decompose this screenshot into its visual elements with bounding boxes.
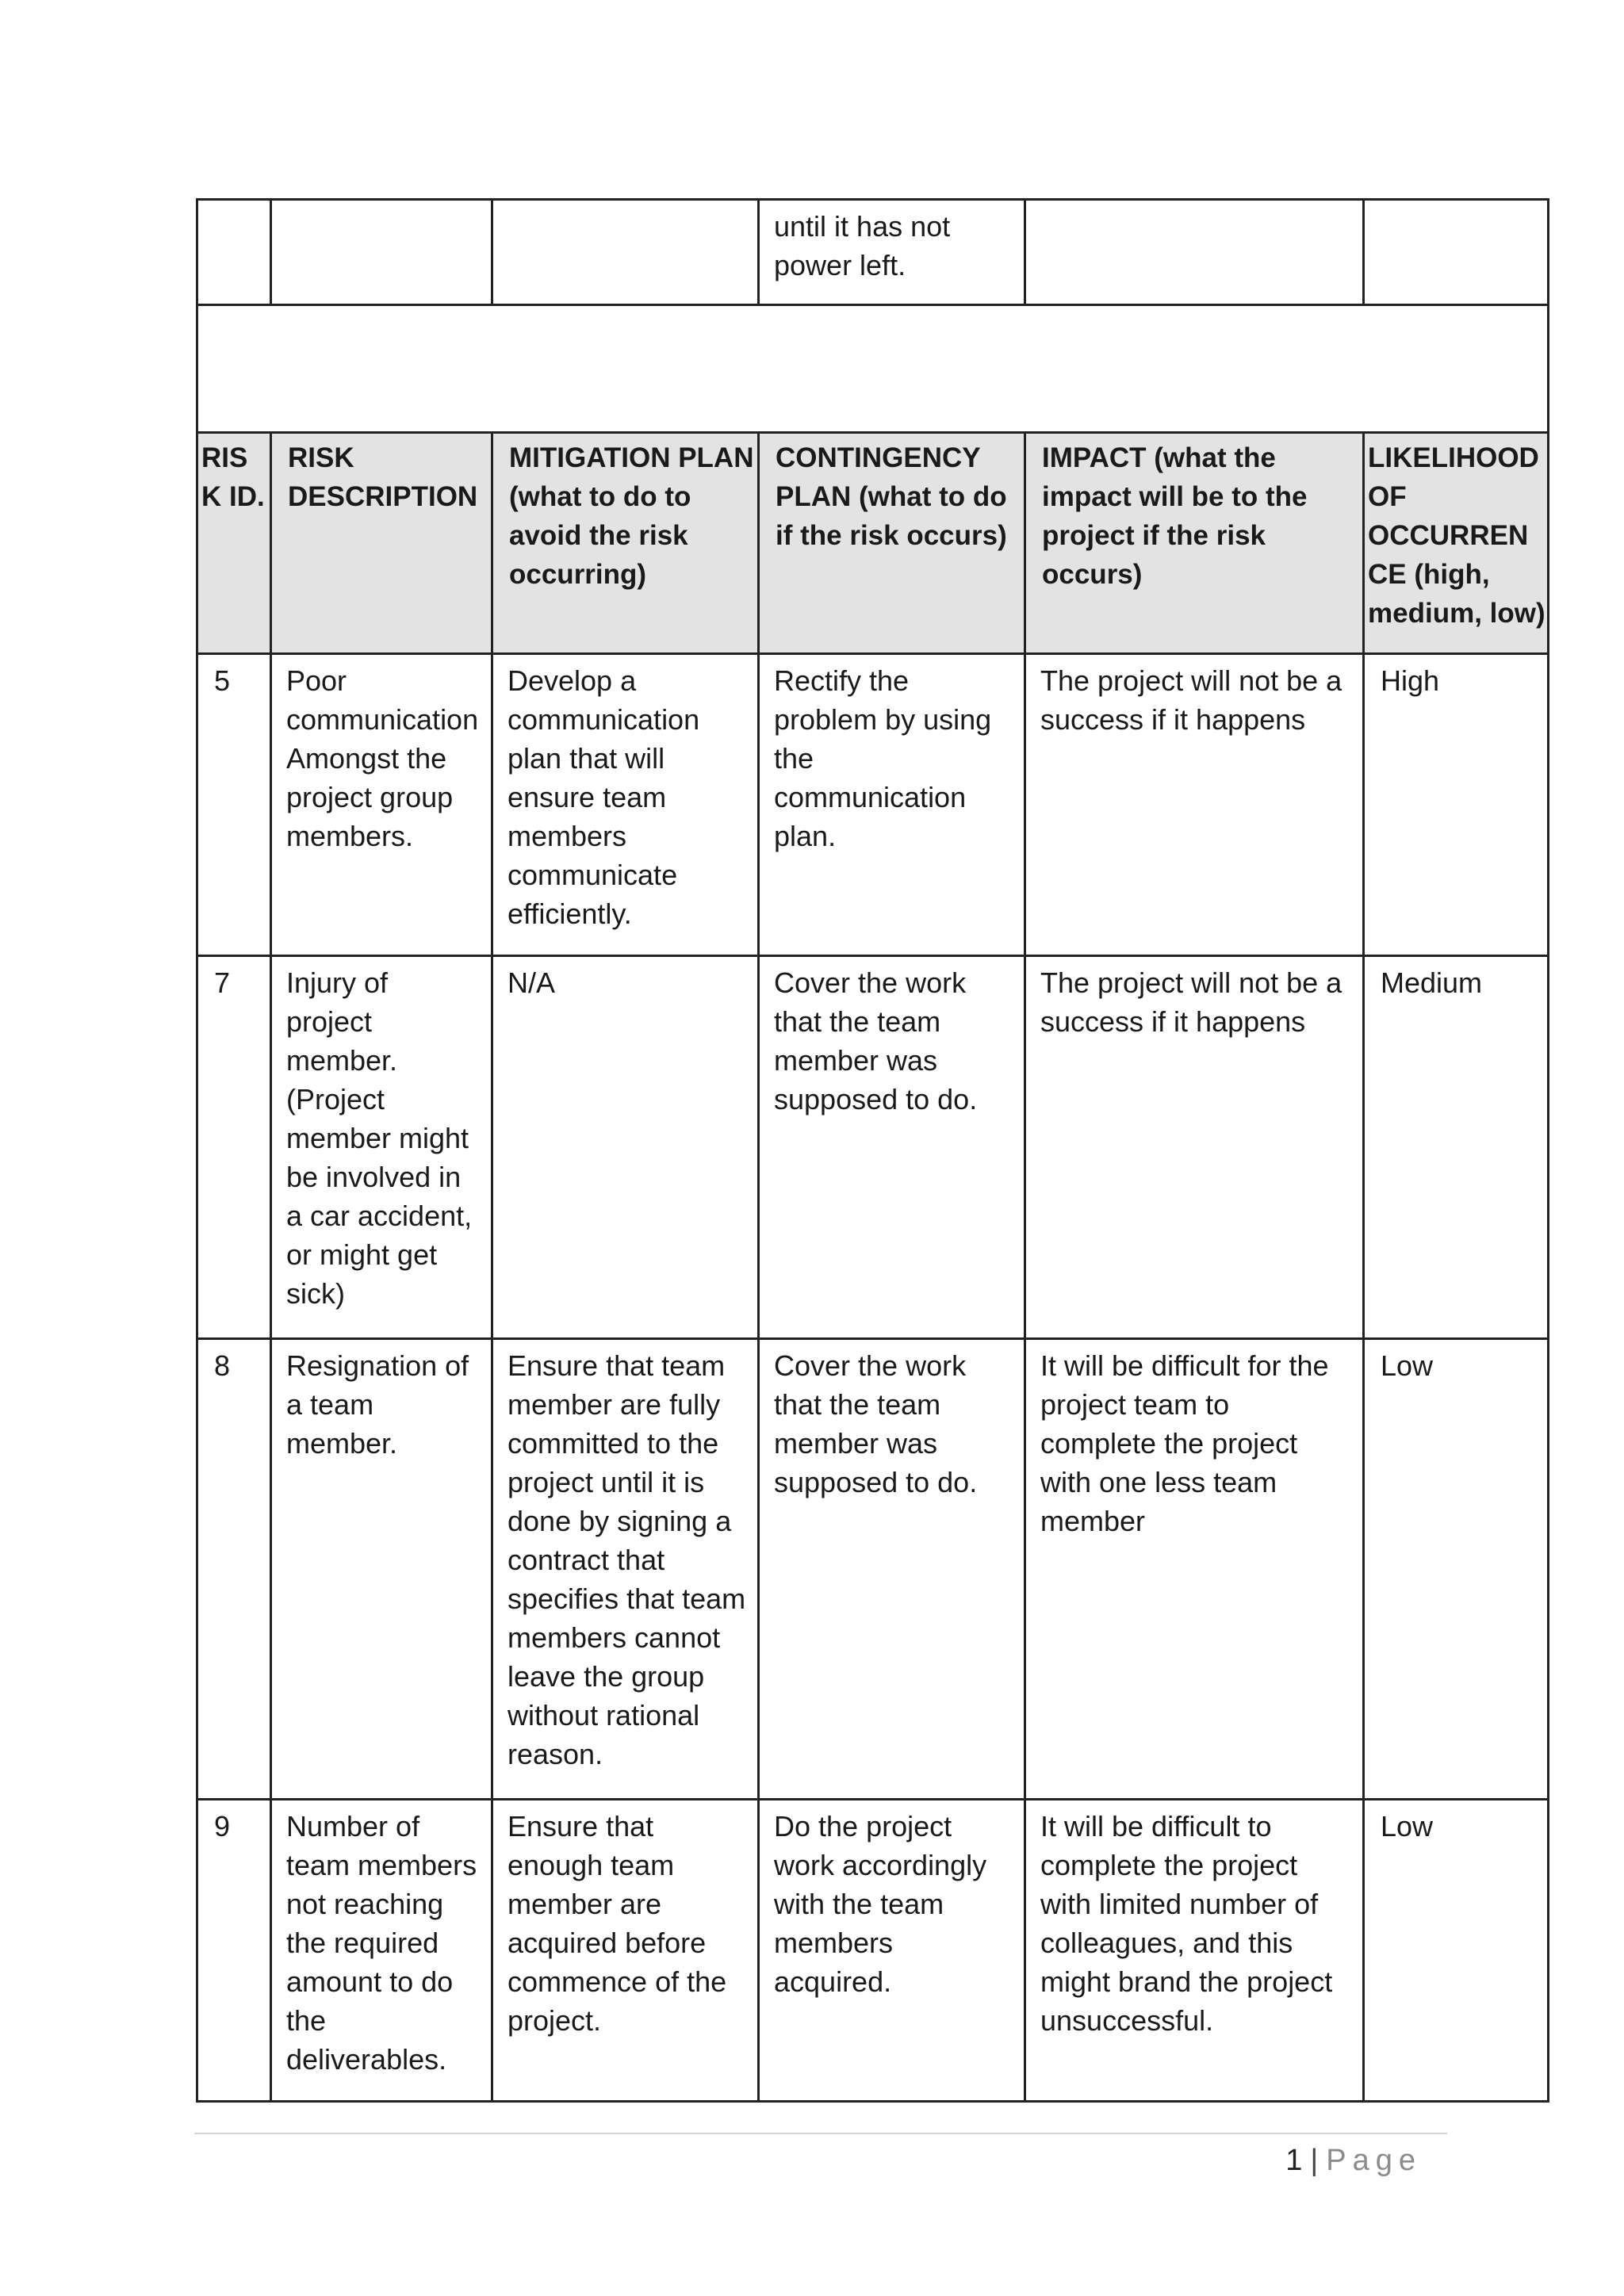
contingency-cell: Rectify the problem by using the communication plan. xyxy=(759,654,1025,956)
likelihood-cell: High xyxy=(1364,654,1549,956)
mitigation-cell: Develop a communication plan that will ensure team members communicate efficiently. xyxy=(492,654,759,956)
likelihood-cell: Low xyxy=(1364,1800,1549,2102)
impact-cell: The project will not be a success if it happens xyxy=(1025,956,1364,1339)
spacer-row xyxy=(197,305,1549,433)
mitigation-cell: N/A xyxy=(492,956,759,1339)
table-row xyxy=(197,956,1549,1339)
impact-cell: It will be difficult for the project team to complete the project with one less team member xyxy=(1025,1339,1364,1800)
table-row xyxy=(197,654,1549,956)
header-likelihood: LIKELIHOOD OF OCCURRENCE (high, medium, low) xyxy=(1364,433,1549,654)
mitigation-cell: Ensure that team member are fully committed to the project until it is done by signing a contract that specifies that team members cannot leave the group without rational reason. xyxy=(492,1339,759,1800)
contingency-cell: Do the project work accordingly with the team members acquired. xyxy=(759,1800,1025,2102)
continuation-id-cell xyxy=(197,200,271,305)
page-separator: | xyxy=(1310,2144,1319,2177)
mitigation-cell: Ensure that enough team member are acquired before commence of the project. xyxy=(492,1800,759,2102)
header-risk-id: RISK ID. xyxy=(197,433,271,654)
risk-description-cell: Resignation of a team member. xyxy=(271,1339,492,1800)
header-mitigation-plan: MITIGATION PLAN (what to do to avoid the risk occurring) xyxy=(492,433,759,654)
risk-description-cell: Injury of project member. (Project member might be involved in a car accident, or might get sick) xyxy=(271,956,492,1339)
footer-divider xyxy=(194,2133,1447,2134)
continuation-mitigation-cell xyxy=(492,200,759,305)
table-row xyxy=(197,1800,1549,2102)
risk-description-cell: Number of team members not reaching the required amount to do the deliverables. xyxy=(271,1800,492,2102)
page-footer xyxy=(1285,2141,1422,2180)
page-label: Page xyxy=(1326,2144,1422,2177)
continuation-description-cell xyxy=(271,200,492,305)
table-row xyxy=(197,1339,1549,1800)
contingency-cell: Cover the work that the team member was supposed to do. xyxy=(759,956,1025,1339)
continuation-row xyxy=(197,200,1549,305)
contingency-cell: Cover the work that the team member was supposed to do. xyxy=(759,1339,1025,1800)
spacer-cell xyxy=(197,305,1549,433)
impact-cell: It will be difficult to complete the project with limited number of colleagues, and this might brand the project unsuccessful. xyxy=(1025,1800,1364,2102)
risk-id-cell: 9 xyxy=(197,1800,271,2102)
risk-description-cell: Poor communication Amongst the project group members. xyxy=(271,654,492,956)
likelihood-cell: Low xyxy=(1364,1339,1549,1800)
likelihood-cell: Medium xyxy=(1364,956,1549,1339)
risk-id-cell: 8 xyxy=(197,1339,271,1800)
header-impact: IMPACT (what the impact will be to the project if the risk occurs) xyxy=(1025,433,1364,654)
impact-cell: The project will not be a success if it happens xyxy=(1025,654,1364,956)
risk-id-cell: 7 xyxy=(197,956,271,1339)
continuation-impact-cell xyxy=(1025,200,1364,305)
header-contingency-plan: CONTINGENCY PLAN (what to do if the risk occurs) xyxy=(759,433,1025,654)
continuation-contingency-cell: until it has not power left. xyxy=(759,200,1025,305)
continuation-likelihood-cell xyxy=(1364,200,1549,305)
page-number: 1 xyxy=(1285,2144,1303,2177)
risk-id-cell: 5 xyxy=(197,654,271,956)
header-risk-description: RISK DESCRIPTION xyxy=(271,433,492,654)
header-row xyxy=(197,433,1549,654)
risk-register-table xyxy=(196,198,1549,2103)
